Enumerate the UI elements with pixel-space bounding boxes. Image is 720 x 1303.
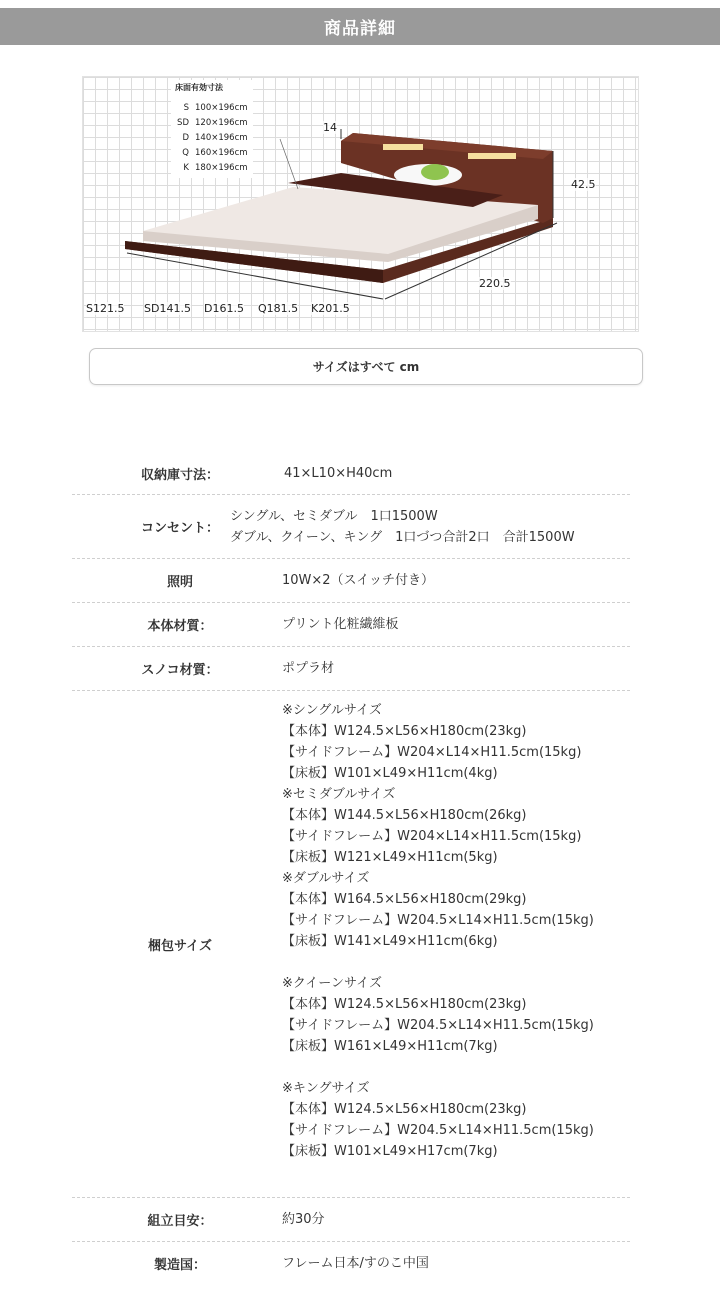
width-label-q: Q181.5 — [258, 302, 299, 315]
spec-row — [72, 495, 630, 559]
spec-row — [72, 603, 630, 647]
spec-row — [72, 647, 630, 691]
width-label-s: S121.5 — [86, 302, 125, 315]
width-label-sd: SD141.5 — [144, 302, 191, 315]
length-label: 220.5 — [479, 277, 511, 290]
unit-note — [89, 348, 643, 385]
headboard-light — [383, 144, 423, 150]
spec-value: シングル、セミダブル 1口1500W ダブル、クイーン、キング 1口づつ合計2口 合計1500W — [230, 508, 575, 545]
spec-value: ポプラ材 — [282, 661, 335, 676]
spec-value: 10W×2（スイッチ付き） — [282, 573, 435, 588]
spec-label: 照明 — [166, 575, 193, 590]
floor-dimensions-table — [171, 80, 253, 178]
floor-dimensions-title: 床面有効寸法 — [175, 83, 223, 92]
spec-row — [72, 1198, 630, 1242]
spec-label: 梱包サイズ — [148, 938, 212, 954]
spec-value: 41×L10×H40cm — [284, 465, 393, 481]
spec-label: 収納庫寸法： — [140, 467, 219, 483]
spec-value: ※シングルサイズ 【本体】W124.5×L56×H180cm(23kg) 【サイドフレーム】W204×L14×H11.5cm(15kg) 【床板】W101×L49×H11cm(4kg) ※セミダブルサイズ 【本体】W144.5×L56×H180cm(26kg) 【サイドフレーム】W204×L14×H11.5cm(15kg) 【床板】W121×L49×H11cm(5kg) ※ダブルサイズ 【本体】W164.5×L56×H180cm(29kg) 【サイドフレーム】W204.5×L14×H11.5cm(15kg) 【床板】W141×L49×H11cm(6kg) ※クイーンサイズ 【本体】W124.5×L56×H180cm(23kg) 【サイドフレーム】W204.5×L14×H11.5cm(15kg) 【床板】W161×L49×H11cm(7kg) ※キングサイズ 【本体】W124.5×L56×H180cm(23kg) 【サイドフレーム】W204.5×L14×H11.5cm(15kg) 【床板】W101×L49×H17cm(7kg) — [282, 703, 594, 1159]
spec-label: スノコ材質： — [141, 663, 219, 678]
spec-row — [72, 1242, 630, 1285]
width-label-d: D161.5 — [204, 302, 244, 315]
dimension-row: D 140×196cm — [182, 132, 248, 143]
spec-row — [72, 559, 630, 603]
spec-row — [72, 691, 630, 1198]
dimension-row: S 100×196cm — [183, 102, 248, 113]
height-label: 42.5 — [571, 178, 596, 191]
dimension-row: K 180×196cm — [183, 162, 248, 173]
unit-note-text: サイズはすべて cm — [312, 360, 420, 374]
spec-value: 約30分 — [282, 1212, 325, 1227]
bed-illustration — [83, 77, 638, 331]
width-label-k: K201.5 — [311, 302, 350, 315]
spec-label: 製造国： — [153, 1258, 206, 1273]
spec-label: コンセント： — [140, 521, 219, 536]
section-title: 商品詳細 — [324, 19, 396, 39]
section-header — [0, 8, 720, 45]
spec-value: プリント化粧繊維板 — [282, 617, 399, 632]
bed-dimension-figure — [82, 76, 639, 332]
spec-value: フレーム日本/すのこ中国 — [282, 1256, 429, 1271]
dimension-row: Q 160×196cm — [182, 147, 248, 158]
headboard-depth-label: 14 — [323, 121, 337, 134]
spec-row — [72, 452, 630, 495]
spec-label: 本体材質： — [147, 619, 213, 634]
spec-label: 組立目安： — [147, 1214, 213, 1229]
headboard-light — [468, 153, 516, 159]
dimension-row: SD 120×196cm — [177, 117, 248, 128]
